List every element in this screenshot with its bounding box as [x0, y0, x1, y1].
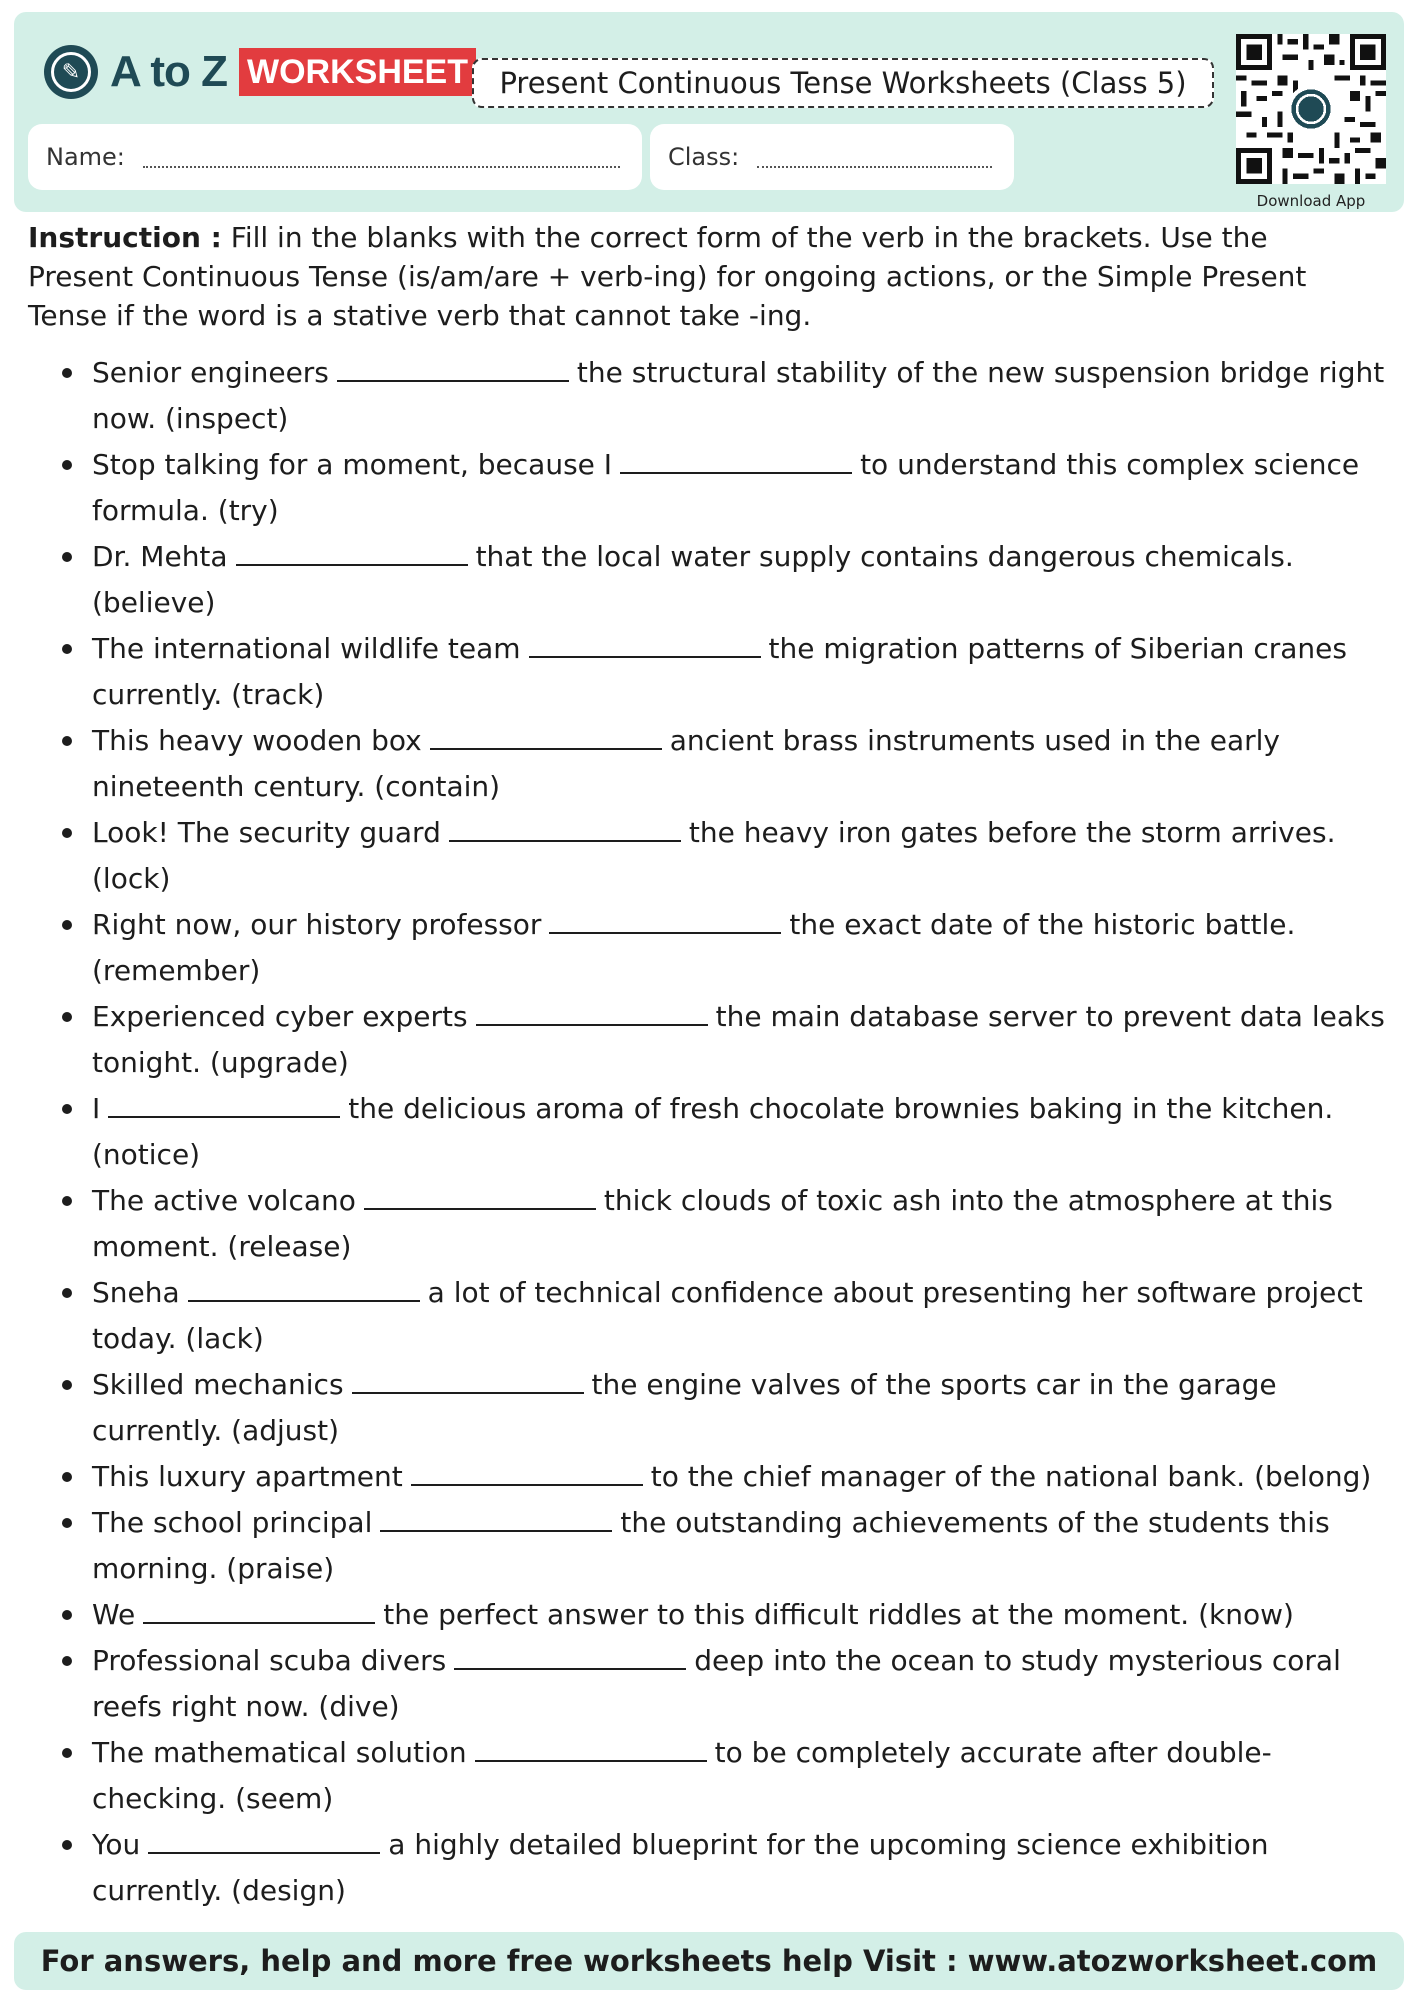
answer-blank[interactable]	[454, 1642, 686, 1670]
question-item	[28, 1178, 1388, 1270]
answer-blank[interactable]	[620, 446, 852, 474]
question-item	[28, 810, 1388, 902]
question-item	[28, 350, 1388, 442]
name-label: Name:	[46, 143, 125, 171]
question-text-after: the heavy iron gates before the storm arrives. (lock)	[92, 816, 1336, 895]
question-text-before: The school principal	[92, 1506, 373, 1539]
class-dotted-line	[757, 146, 992, 168]
question-item	[28, 1822, 1388, 1914]
question-text-before: Professional scuba divers	[92, 1644, 447, 1677]
instruction-label: Instruction :	[28, 221, 222, 254]
answer-blank[interactable]	[148, 1826, 380, 1854]
question-item	[28, 1454, 1388, 1500]
answer-blank[interactable]	[364, 1182, 596, 1210]
question-text-after: the delicious aroma of fresh chocolate brownies baking in the kitchen. (notice)	[92, 1092, 1334, 1171]
question-text-after: that the local water supply contains dangerous chemicals. (believe)	[92, 540, 1294, 619]
question-item	[28, 718, 1388, 810]
question-text-before: Experienced cyber experts	[92, 1000, 468, 1033]
question-list	[28, 350, 1388, 1914]
answer-blank[interactable]	[352, 1366, 584, 1394]
footer-text: For answers, help and more free worksheets help Visit : www.atozworksheet.com	[40, 1944, 1378, 1978]
question-text-before: We	[92, 1598, 136, 1631]
question-item	[28, 1638, 1388, 1730]
question-item	[28, 626, 1388, 718]
answer-blank[interactable]	[549, 906, 781, 934]
question-text-after: deep into the ocean to study mysterious coral reefs right now. (dive)	[92, 1644, 1341, 1723]
question-item	[28, 1592, 1388, 1638]
answer-blank[interactable]	[476, 998, 708, 1026]
question-item	[28, 442, 1388, 534]
question-item	[28, 1270, 1388, 1362]
question-item	[28, 1500, 1388, 1592]
name-dotted-line	[143, 146, 620, 168]
answer-blank[interactable]	[337, 354, 569, 382]
answer-blank[interactable]	[430, 722, 662, 750]
question-item	[28, 1086, 1388, 1178]
question-text-before: Sneha	[92, 1276, 180, 1309]
question-text-after: the perfect answer to this difficult riddles at the moment. (know)	[383, 1598, 1294, 1631]
answer-blank[interactable]	[529, 630, 761, 658]
worksheet-title: Present Continuous Tense Worksheets (Class 5)	[472, 58, 1214, 108]
question-text-after: a highly detailed blueprint for the upcoming science exhibition currently. (design)	[92, 1828, 1269, 1907]
answer-blank[interactable]	[108, 1090, 340, 1118]
answer-blank[interactable]	[411, 1458, 643, 1486]
question-text-after: a lot of technical confidence about presenting her software project today. (lack)	[92, 1276, 1363, 1355]
pencil-logo-icon: ✎	[44, 45, 98, 99]
question-text-before: Senior engineers	[92, 356, 329, 389]
question-item	[28, 902, 1388, 994]
question-text-before: Right now, our history professor	[92, 908, 542, 941]
answer-blank[interactable]	[475, 1734, 707, 1762]
qr-code-icon[interactable]	[1236, 34, 1386, 184]
answer-blank[interactable]	[449, 814, 681, 842]
question-text-after: to understand this complex science formula. (try)	[92, 448, 1360, 527]
question-text-before: Look! The security guard	[92, 816, 441, 849]
answer-blank[interactable]	[236, 538, 468, 566]
logo-text: A to Z	[110, 47, 227, 96]
question-item	[28, 1730, 1388, 1822]
question-text-after: the outstanding achievements of the students this morning. (praise)	[92, 1506, 1330, 1585]
instruction-block	[28, 218, 1378, 335]
question-text-after: the main database server to prevent data leaks tonight. (upgrade)	[92, 1000, 1385, 1079]
footer-banner[interactable]	[14, 1932, 1404, 1990]
question-text-before: Stop talking for a moment, because I	[92, 448, 613, 481]
name-field[interactable]	[28, 124, 642, 190]
logo-badge: WORKSHEET	[239, 48, 476, 96]
question-text-before: The active volcano	[92, 1184, 356, 1217]
worksheet-header	[14, 12, 1404, 212]
instruction-text: Fill in the blanks with the correct form of the verb in the brackets. Use the Present Continuous Tense (is/am/are + verb-ing) for ongoing actions, or the Simple Present Tense if the word is a stative verb that cannot take -ing.	[28, 221, 1307, 332]
question-text-after: ancient brass instruments used in the early nineteenth century. (contain)	[92, 724, 1280, 803]
question-text-after: thick clouds of toxic ash into the atmosphere at this moment. (release)	[92, 1184, 1333, 1263]
question-text-after: the exact date of the historic battle. (remember)	[92, 908, 1296, 987]
question-text-before: This heavy wooden box	[92, 724, 422, 757]
qr-caption: Download App	[1256, 192, 1366, 210]
question-text-before: I	[92, 1092, 101, 1125]
answer-blank[interactable]	[188, 1274, 420, 1302]
class-field[interactable]	[650, 124, 1014, 190]
question-item	[28, 994, 1388, 1086]
question-text-before: Skilled mechanics	[92, 1368, 344, 1401]
answer-blank[interactable]	[143, 1596, 375, 1624]
question-text-after: the engine valves of the sports car in the garage currently. (adjust)	[92, 1368, 1277, 1447]
question-text-before: The mathematical solution	[92, 1736, 467, 1769]
question-text-after: to the chief manager of the national bank. (belong)	[650, 1460, 1372, 1493]
question-text-before: This luxury apartment	[92, 1460, 403, 1493]
class-label: Class:	[668, 143, 740, 171]
answer-blank[interactable]	[380, 1504, 612, 1532]
question-text-before: Dr. Mehta	[92, 540, 228, 573]
question-text-after: to be completely accurate after double-checking. (seem)	[92, 1736, 1272, 1815]
question-item	[28, 1362, 1388, 1454]
question-text-before: The international wildlife team	[92, 632, 521, 665]
question-text-before: You	[92, 1828, 141, 1861]
question-text-after: the structural stability of the new suspension bridge right now. (inspect)	[92, 356, 1385, 435]
question-text-after: the migration patterns of Siberian cranes currently. (track)	[92, 632, 1347, 711]
site-logo[interactable]	[44, 42, 476, 102]
question-item	[28, 534, 1388, 626]
